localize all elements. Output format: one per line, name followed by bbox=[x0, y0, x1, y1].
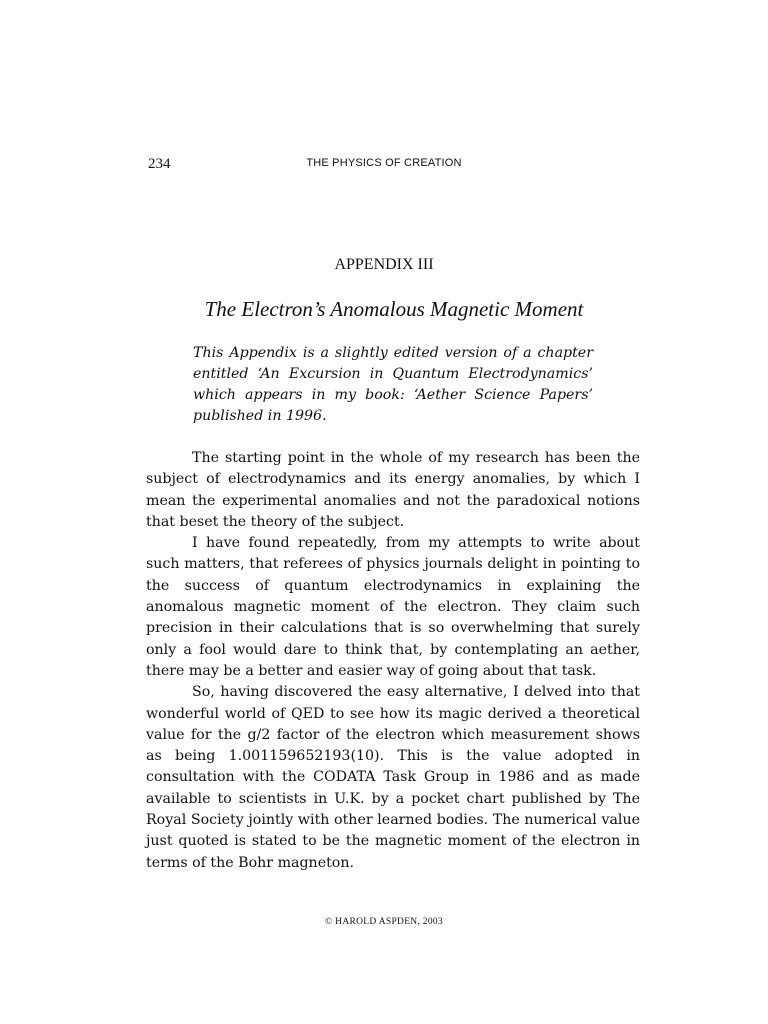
page-number: 234 bbox=[148, 156, 171, 172]
running-header: THE PHYSICS OF CREATION bbox=[306, 157, 462, 169]
chapter-title: The Electron’s Anomalous Magnetic Moment bbox=[204, 297, 584, 321]
body-text bbox=[146, 448, 640, 874]
epigraph-note: This Appendix is a slightly edited version of a chapter entitled ‘An Excursion in Quantum Electrodynamics’ which appears in my book: ‘Aether Science Papers’ published in 1996. bbox=[193, 345, 593, 424]
paragraph: The starting point in the whole of my research has been the subject of electrodynamics and its energy anomalies, by which I mean the experimental anomalies and not the paradoxical notions that beset the theory of the subject. bbox=[146, 450, 640, 530]
paragraph: So, having discovered the easy alternative, I delved into that wonderful world of QED to see how its magic derived a theoretical value for the g/2 factor of the electron which measurement shows as being 1.001159652193(10). This is the value adopted in consultation with the CODATA Task Group in 1986 and as made available to scientists in U.K. by a pocket chart published by The Royal Society jointly with other learned bodies. The numerical value just quoted is stated to be the magnetic moment of the electron in terms of the Bohr magneton. bbox=[146, 684, 640, 871]
copyright-footer: © HAROLD ASPDEN, 2003 bbox=[324, 917, 444, 927]
appendix-label: APPENDIX III bbox=[334, 256, 434, 273]
paragraph: I have found repeatedly, from my attempts to write about such matters, that referees of physics journals delight in pointing to the success of quantum electrodynamics in explaining the anomalous magnetic moment of the electron. They claim such precision in their calculations that is so overwhelming that surely only a fool would dare to think that, by contemplating an aether, there may be a better and easier way of going about that task. bbox=[146, 535, 640, 679]
